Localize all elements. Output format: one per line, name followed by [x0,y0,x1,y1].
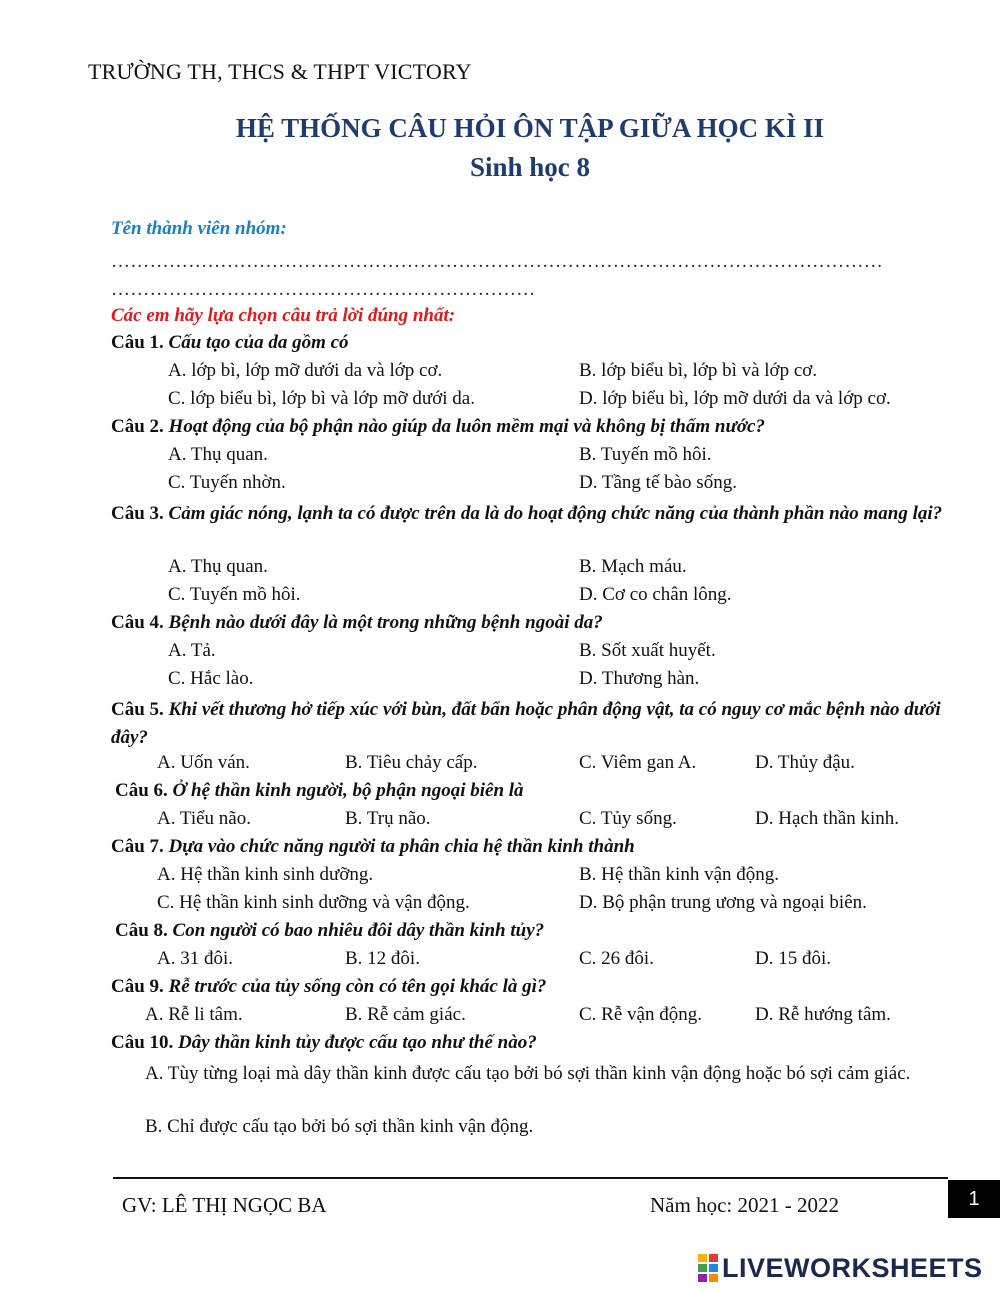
question-number: Câu 1. [111,332,164,353]
option-5b: B. Tiêu chảy cấp. [345,752,478,773]
option-5c: C. Viêm gan A. [579,752,697,773]
question-text: Con người có bao nhiêu đôi dây thần kinh tủy? [172,920,545,941]
liveworksheets-wordmark: LIVEWORKSHEETS [722,1252,983,1283]
question-text: Hoạt động của bộ phận nào giúp da luôn mềm mại và không bị thấm nước? [168,416,765,437]
question-text: Bệnh nào dưới đây là một trong những bệnh ngoài da? [168,612,603,633]
option-3c: C. Tuyến mồ hôi. [168,584,301,605]
option-7c: C. Hệ thần kinh sinh dưỡng và vận động. [157,892,470,913]
question-10 [111,1032,537,1054]
question-number: Câu 7. [111,836,164,857]
option-2b: B. Tuyến mồ hôi. [579,444,712,465]
question-number: Câu 8. [115,920,168,941]
school-name: TRƯỜNG TH, THCS & THPT VICTORY [88,59,472,84]
question-number: Câu 3. [111,503,164,524]
option-8c: C. 26 đôi. [579,948,654,969]
option-7d: D. Bộ phận trung ương và ngoại biên. [579,892,867,913]
question-number: Câu 5. [111,699,164,720]
question-number: Câu 4. [111,612,164,633]
option-2d: D. Tầng tế bào sống. [579,472,737,493]
liveworksheets-logo [698,1252,983,1284]
question-1 [111,332,349,354]
option-3a: A. Thụ quan. [168,556,268,577]
liveworksheets-logo-icon [698,1254,718,1282]
option-9a: A. Rễ li tâm. [145,1004,243,1025]
option-4d: D. Thương hàn. [579,668,700,689]
option-4c: C. Hắc lào. [168,668,254,689]
question-7 [111,836,635,858]
question-6 [115,780,524,802]
page-subtitle: Sinh học 8 [469,152,591,182]
question-number: Câu 10. [111,1032,174,1053]
option-6d: D. Hạch thần kinh. [755,808,900,829]
members-dots-line-1: ………………………………………………………………………………………………………… [111,251,883,272]
page-number: 1 [948,1180,1000,1218]
option-7a: A. Hệ thần kinh sinh dưỡng. [157,864,374,885]
option-8d: D. 15 đôi. [755,948,831,969]
option-3d: D. Cơ co chân lông. [579,584,732,605]
option-9d: D. Rễ hướng tâm. [755,1004,891,1025]
option-3b: B. Mạch máu. [579,556,687,577]
option-4b: B. Sốt xuất huyết. [579,640,716,661]
option-5a: A. Uốn ván. [157,752,250,773]
question-number: Câu 2. [111,416,164,437]
option-9b: B. Rễ cảm giác. [345,1004,466,1025]
question-2 [111,416,765,438]
question-8 [115,920,544,942]
option-1a: A. lớp bì, lớp mỡ dưới da và lớp cơ. [168,360,443,381]
question-5 [111,696,951,752]
option-2a: A. Thụ quan. [168,444,268,465]
question-number: Câu 9. [111,976,164,997]
option-6a: A. Tiểu não. [157,808,251,829]
question-text: Cấu tạo của da gồm có [168,332,349,353]
members-label: Tên thành viên nhóm: [111,218,287,239]
footer-year: Năm học: 2021 - 2022 [650,1193,839,1217]
option-6c: C. Tủy sống. [579,808,677,829]
option-9c: C. Rễ vận động. [579,1004,702,1025]
footer-divider [113,1177,948,1179]
option-1d: D. lớp biểu bì, lớp mỡ dưới da và lớp cơ. [579,388,891,409]
question-text: Cảm giác nóng, lạnh ta có được trên da là do hoạt động chức năng của thành phần nào mang lại? [168,503,943,524]
option-7b: B. Hệ thần kinh vận động. [579,864,780,885]
question-text: Dựa vào chức năng người ta phân chia hệ thần kinh thành [168,836,635,857]
option-1c: C. lớp biểu bì, lớp bì và lớp mỡ dưới da. [168,388,475,409]
footer-teacher: GV: LÊ THỊ NGỌC BA [122,1193,327,1217]
question-3 [111,500,951,528]
option-8b: B. 12 đôi. [345,948,420,969]
option-2c: C. Tuyến nhờn. [168,472,286,493]
question-number: Câu 6. [115,780,168,801]
question-4 [111,612,603,634]
option-6b: B. Trụ não. [345,808,431,829]
option-1b: B. lớp biểu bì, lớp bì và lớp cơ. [579,360,818,381]
option-4a: A. Tả. [168,640,216,661]
question-text: Dây thần kinh tủy được cấu tạo như thế nào? [178,1032,537,1053]
option-10a: A. Tùy từng loại mà dây thần kinh được cấu tạo bởi bó sợi thần kinh vận động hoặc bó sợi cảm giác. [145,1063,911,1084]
question-text: Rễ trước của tủy sống còn có tên gọi khác là gì? [168,976,547,997]
members-dots-line-2: ………………………………………………………… [111,279,536,300]
page-title: HỆ THỐNG CÂU HỎI ÔN TẬP GIỮA HỌC KÌ II [235,113,825,143]
option-5d: D. Thủy đậu. [755,752,855,773]
option-10b: B. Chỉ được cấu tạo bởi bó sợi thần kinh vận động. [145,1116,534,1137]
option-8a: A. 31 đôi. [157,948,233,969]
question-text: Ở hệ thần kinh người, bộ phận ngoại biên là [172,780,524,801]
question-text: Khi vết thương hở tiếp xúc với bùn, đất bẩn hoặc phân động vật, ta có nguy cơ mắc bệnh nào dưới đây? [111,699,941,748]
instruction: Các em hãy lựa chọn câu trả lời đúng nhất: [111,305,456,326]
question-9 [111,976,546,998]
